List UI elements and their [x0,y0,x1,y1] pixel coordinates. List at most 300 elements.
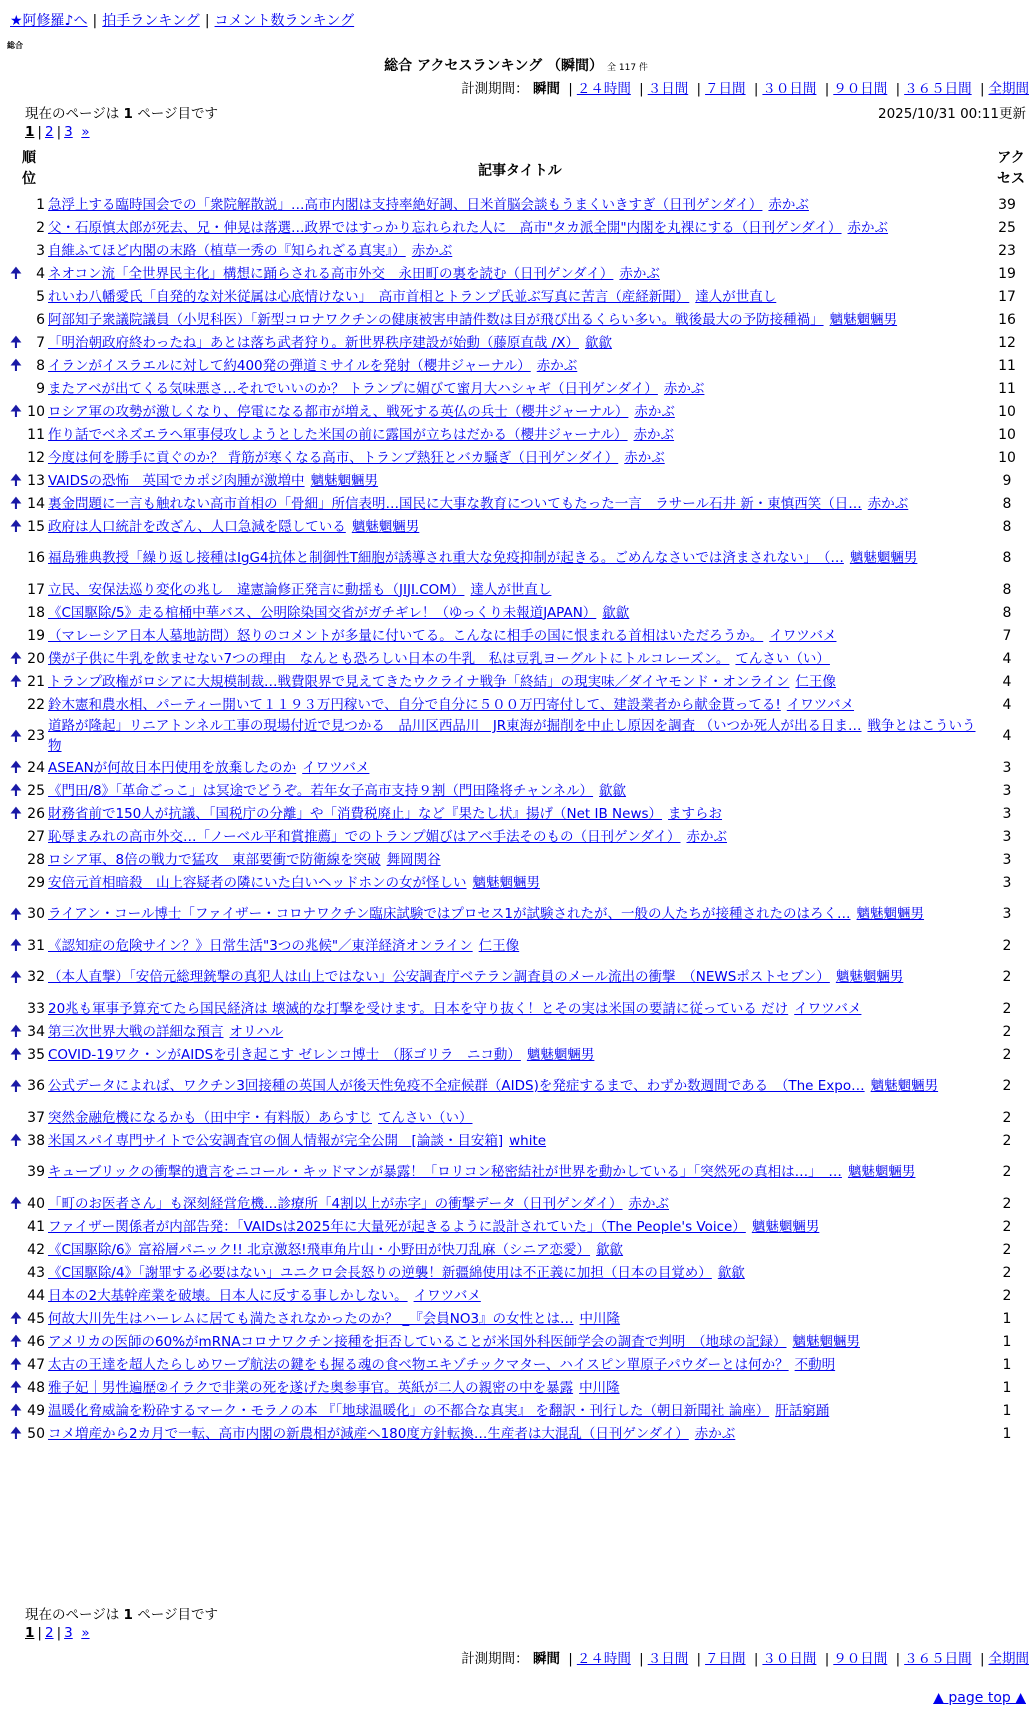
nav-separator: | [204,13,210,29]
access-count: 4 [1002,696,1012,713]
article-link[interactable] [48,450,665,466]
access-count: 7 [1002,627,1012,644]
article-link[interactable] [48,496,908,512]
article-cell [48,425,988,445]
article-title: 阿部知子衆議院議員（小児科医）「新型コロナワクチンの健康被害申請件数は目が飛び出るくらい多い。戦後最大の予防接種禍」 [48,311,824,328]
table-row [0,716,1032,756]
article-cell [48,1240,988,1260]
article-cell [48,1076,988,1096]
table-row [0,239,1032,262]
table-row [0,446,1032,469]
article-cell [48,758,988,778]
article-link[interactable] [48,1078,938,1094]
article-cell [48,1355,988,1375]
article-cell [48,1217,988,1237]
rank-number: 2 [36,219,45,236]
rank-number: 11 [27,426,45,443]
article-title: 突然金融危機になるかも（田中宇・有料版）あらすじ [48,1109,372,1126]
access-count: 1 [1002,1356,1012,1373]
rank-number: 14 [27,495,45,512]
table-row [0,1284,1032,1307]
article-author: 魑魅魍魎男 [310,472,379,489]
rank-number: 5 [36,288,45,305]
up-arrow-icon: 🠉 [9,471,23,489]
article-link[interactable] [48,312,897,328]
period-link-24h[interactable]: ２４時間 [576,1651,631,1667]
article-link[interactable] [48,519,419,535]
article-cell [48,1022,988,1042]
table-row [0,1422,1032,1445]
period-link-30d[interactable]: ３０日間 [762,1651,817,1667]
rank-number: 35 [27,1046,45,1063]
article-title: ロシア軍の攻勢が激しくなり、停電になる都市が増え、戦死する英仏の兵士（櫻井ジャーナル） [48,403,629,420]
article-title: 《認知症の危険サイン？》日常生活"3つの兆候"／東洋経済オンライン [48,937,473,954]
article-link[interactable] [48,404,675,420]
rank-number: 47 [27,1356,45,1373]
rank-number: 13 [27,472,45,489]
rank-number: 40 [27,1195,45,1212]
article-link[interactable] [48,220,888,236]
pager-next[interactable]: » [81,1625,90,1641]
article-link[interactable] [48,783,626,799]
article-link[interactable] [48,1024,283,1040]
article-cell [48,827,988,847]
rank-number: 31 [27,937,45,954]
article-cell [48,1332,988,1352]
article-author: 赤かぶ [619,265,660,282]
article-cell [48,517,988,537]
table-row [0,1399,1032,1422]
article-title: 《C国駆除/6》富裕層パニック!! 北京激怒!飛車角片山・小野田が快刀乱麻（シニア恋愛） [48,1241,591,1258]
article-title: 《C国駆除/4》「謝罪する必要はない」ユニクロ会長怒りの逆襲！新疆綿使用は不正義に加担（日本の目覚め） [48,1264,712,1281]
article-title: ASEANが何故日本円使用を放棄したのか [48,759,297,776]
article-title: 裏金問題に一言も触れない高市首相の「骨細」所信表明…国民に大事な教育についてもたった一言 ラサール石井 新・東慎西笑（日… [48,495,862,512]
access-count: 2 [1002,969,1012,985]
article-title: 恥辱まみれの高市外交…「ノーベル平和賞推薦」でのトランプ媚びはアベ手法そのもの（日刊ゲンダイ） [48,828,681,845]
page-info-suffix: ページ目です [137,1607,218,1623]
up-arrow-icon: 🠉 [9,1022,23,1040]
total-count: 全 117 件 [607,63,648,73]
article-title: ネオコン流「全世界民主化」構想に踊らされる高市外交 永田町の裏を読む（日刊ゲンダイ） [48,265,614,282]
article-author: 赤かぶ [411,242,453,259]
period-selector-bottom: 計測期間： 瞬間 | ２４時間 | ３日間 | ７日間 | ３０日間 | ９０日間 | ３６５日間 | 全期間 [461,1651,1029,1667]
article-author: 赤かぶ [768,196,809,213]
article-title: 《C国駆除/5》走る棺桶中華バス、公明除染国交省がガチギレ！（ゆっくり未報道JAPAN） [48,604,597,621]
article-link[interactable] [48,1047,594,1063]
article-cell [48,1378,988,1398]
article-author: 歙歙 [717,1264,745,1281]
article-cell [48,494,988,514]
rank-number: 41 [27,1218,45,1235]
period-link-7d[interactable]: ７日間 [705,81,746,97]
article-title: れいわ八幡愛氏「自発的な対米従属は心底情けない」 高市首相とトランプ氏並ぶ写真に苦言（産経新聞） [48,288,690,305]
article-link[interactable] [48,718,975,754]
article-author: イワツバメ [786,696,855,713]
article-cell [48,1424,988,1444]
article-title: 何故大川先生はハーレムに居ても満たされなかったのか？ _『会員NO3』の女性とは… [48,1310,574,1327]
table-row [0,285,1032,308]
article-cell [48,287,988,307]
pager-top: 1 | 2 | 3 » [25,124,90,140]
table-row [0,1066,1032,1106]
access-count: 9 [1002,472,1012,489]
article-cell [48,967,988,987]
updated-timestamp: 2025/10/31 00:11更新 [877,106,1026,122]
article-title: 急浮上する臨時国会での「衆院解散説」…高市内閣は支持率絶好調、日米首脳会談もうまくいきすぎ（日刊ゲンダイ） [48,196,763,213]
period-link-90d[interactable]: ９０日間 [833,1651,888,1667]
nav-separator: | [92,13,98,29]
up-arrow-icon: 🠉 [9,726,23,745]
article-author: 赤かぶ [628,1195,670,1212]
article-author: 魑魅魍魎男 [856,906,925,922]
access-count: 4 [1002,650,1012,667]
article-author: 赤かぶ [686,828,727,845]
article-author: 赤かぶ [847,219,889,236]
page-info-bottom [25,1603,218,1623]
access-count: 2 [1002,1078,1012,1094]
up-arrow-icon: 🠉 [9,649,23,667]
article-author: 中川隆 [579,1310,621,1327]
up-arrow-icon: 🠉 [9,1309,23,1327]
pager-next[interactable]: » [81,124,90,140]
article-author: イワツバメ [769,627,837,644]
period-link-365d[interactable]: ３６５日間 [904,1651,972,1667]
article-cell [48,936,988,956]
article-title: 作り話でベネズエラへ軍事侵攻しようとした米国の前に露国が立ちはだかる（櫻井ジャーナル） [48,426,628,443]
rank-number: 26 [27,805,45,822]
article-link[interactable] [48,1288,481,1304]
table-row [0,400,1032,423]
table-row [0,538,1032,578]
pager-current: 1 [25,124,35,140]
access-count: 2 [1002,1000,1012,1017]
article-title: 道路が隆起」リニアトンネル工事の現場付近で見つかる 品川区西品川 JR東海が掘削を中止し原因を調査 （いつか死人が出る日ま… [48,718,862,734]
article-author: 魑魅魍魎男 [751,1218,820,1235]
article-link[interactable] [48,1357,835,1373]
table-row [0,1330,1032,1353]
article-link[interactable] [48,906,924,922]
article-link[interactable] [48,289,776,305]
up-arrow-icon: 🠉 [9,1355,23,1373]
period-label: 計測期間： [461,81,529,97]
access-count: 8 [1002,495,1012,512]
article-cell [48,241,988,261]
rank-number: 28 [27,851,45,868]
access-count: 2 [1002,1046,1012,1063]
table-row [0,1215,1032,1238]
access-count: 2 [1002,1241,1012,1258]
comment-ranking-link[interactable]: コメント数ランキング [214,13,355,29]
article-link[interactable] [48,358,577,374]
article-link[interactable] [48,806,722,822]
article-author: 魑魅魍魎男 [835,969,904,985]
article-title: 福島雅典教授「繰り返し接種はIgG4抗体と制御性T細胞が誘導され重大な免疫抑制が起きる。ごめんなさいでは済まされない」 （… [48,550,844,566]
table-header [0,148,1032,194]
article-link[interactable] [48,243,452,259]
access-count: 8 [1002,581,1012,598]
article-link[interactable] [48,335,612,351]
article-author: 赤かぶ [867,495,909,512]
article-link[interactable] [48,1403,829,1419]
article-cell [48,716,988,756]
article-cell [48,333,988,353]
article-link[interactable] [48,1110,473,1126]
article-link[interactable] [48,1311,620,1327]
article-link[interactable] [48,674,836,690]
table-row [0,647,1032,670]
article-link[interactable] [48,697,854,713]
clap-ranking-link[interactable]: 拍手ランキング [102,13,200,29]
access-count: 25 [998,219,1016,236]
access-count: 1 [1002,1333,1012,1350]
period-link-7d[interactable]: ７日間 [705,1651,746,1667]
period-label: 計測期間： [461,1651,529,1667]
up-arrow-icon: 🠉 [9,904,23,923]
article-title: 《門田/8》「革命ごっこ」は冥途でどうぞ。若年女子高市支持９割（門田隆将チャンネル） [48,782,594,799]
access-count: 17 [998,288,1016,305]
pager-current: 1 [25,1625,35,1641]
article-link[interactable] [48,969,903,985]
rank-number: 1 [36,196,45,213]
access-count: 10 [998,403,1016,420]
table-row [0,848,1032,871]
article-author: 赤かぶ [536,357,578,374]
article-title: キューブリックの衝撃的遺言をニコール・キッドマンが暴露！「ロリコン秘密結社が世界を動かしている」「突然死の真相は…」 … [48,1164,842,1180]
article-title: アメリカの医師の60%がmRNAコロナワクチン接種を拒否していることが米国外科医師学会の調査で判明 （地球の記録） [48,1333,787,1350]
article-cell [48,695,988,715]
article-title: 財務省前で150人が抗議、「国税庁の分離」や「消費税廃止」など『果たし状』揚げ（Net IB News） [48,805,663,822]
table-row [0,1106,1032,1129]
article-link[interactable] [48,760,369,776]
article-title: 自維ふてほど内閣の末路（植草一秀の『知られざる真実』） [48,242,406,259]
article-cell [48,310,988,330]
article-link[interactable] [48,1380,620,1396]
up-arrow-icon: 🠉 [9,402,23,420]
article-cell [48,626,988,646]
access-count: 11 [998,357,1016,374]
period-link-all[interactable]: 全期間 [988,1651,1029,1667]
article-author: てんさい（い） [735,650,830,667]
up-arrow-icon: 🠉 [9,1424,23,1442]
article-cell [48,471,988,491]
article-link[interactable] [48,427,674,443]
article-link[interactable] [48,1133,546,1149]
table-row [0,1376,1032,1399]
article-author: 達人が世直し [695,288,777,305]
article-title: 政府は人口統計を改ざん、人口急減を隠している [48,518,346,535]
article-link[interactable] [48,651,830,667]
table-row [0,1020,1032,1043]
access-count: 2 [1002,1264,1012,1281]
pager-link-3[interactable]: 3 [64,1625,73,1641]
rank-number: 7 [36,334,45,351]
rank-number: 50 [27,1425,45,1442]
article-cell [48,672,988,692]
article-link[interactable] [48,852,441,868]
category-tag: 総合 [7,41,23,50]
article-author: 魑魅魍魎男 [847,1164,916,1180]
article-title: ファイザー関係者が内部告発：「VAIDsは2025年に大量死が起きるように設計されていた」（The People's Voice） [48,1218,746,1235]
pager-link-2[interactable]: 2 [44,124,54,140]
up-arrow-icon: 🠉 [9,1194,23,1212]
article-title: 安倍元首相暗殺 山上容疑者の隣にいた白いヘッドホンの女が怪しい [48,874,467,891]
article-title: 太古の王達を超人たらしめワープ航法の鍵をも握る魂の食べ物エキゾチックマター、ハイスピン單原子パウダーとは何か？ [48,1356,789,1373]
article-link[interactable] [48,628,836,644]
access-count: 39 [998,196,1016,213]
article-title: 「明治朝政府終わったね」あとは落ち武者狩り。新世界秩序建設が始動（藤原直哉 /X） [48,334,579,351]
access-count: 3 [1002,906,1012,922]
article-link[interactable] [48,1164,915,1180]
article-cell [48,1263,988,1283]
table-row [0,331,1032,354]
up-arrow-icon: 🠉 [9,494,23,512]
table-row [0,423,1032,446]
access-count: 1 [1002,1402,1012,1419]
article-author: 仁王像 [478,937,520,954]
article-link[interactable] [48,1242,623,1258]
article-link[interactable] [48,1265,745,1281]
article-author: ますらお [668,805,723,822]
header-title: 記事タイトル [478,163,562,179]
access-count: 3 [1002,782,1012,799]
article-title: 20兆も軍事予算充てたら国民経済は 壊滅的な打撃を受けます。日本を守り抜く！とその実は米国の要請に従っている だけ [48,1000,789,1017]
article-author: 不動明 [794,1356,836,1373]
table-row [0,492,1032,515]
rank-number: 21 [27,673,45,690]
article-cell [48,904,988,924]
article-author: 肝話窮踊 [775,1402,830,1419]
pager-link-2[interactable]: 2 [44,1625,54,1641]
article-author: 魑魅魍魎男 [792,1333,860,1350]
table-row [0,515,1032,538]
access-count: 2 [1002,1218,1012,1235]
article-author: 達人が世直し [470,581,552,598]
article-cell [48,218,988,238]
period-link-all[interactable]: 全期間 [988,81,1029,97]
article-title: 米国スパイ専門サイトで公安調査官の個人情報が完全公開 [論談・目安箱] [48,1132,504,1149]
access-count: 1 [1002,1310,1012,1327]
article-title: 立民、安保法巡り変化の兆し 違憲論修正発言に動揺も（JIJI.COM） [48,581,465,598]
rank-number: 16 [27,550,45,566]
up-arrow-icon: 🠉 [9,936,23,954]
article-link[interactable] [48,938,519,954]
access-count: 3 [1002,874,1012,891]
article-author: 歙歙 [599,782,627,799]
table-row [0,1307,1032,1330]
article-link[interactable] [48,1196,669,1212]
period-link-3d[interactable]: ３日間 [647,81,689,97]
up-arrow-icon: 🠉 [9,1401,23,1419]
page-top-link[interactable]: ▲ page top ▲ [933,1690,1026,1706]
rank-number: 15 [27,518,45,535]
article-title: 鈴木憲和農水相、パーティー開いて１１９３万円稼いで、自分で自分に５００万円寄付して、建設業者から献金貰ってる! [48,696,781,713]
article-author: 赤かぶ [663,380,705,397]
rank-number: 22 [27,696,45,713]
rank-number: 46 [27,1333,45,1350]
period-link-3d[interactable]: ３日間 [647,1651,689,1667]
period-link-90d[interactable]: ９０日間 [833,81,888,97]
article-link[interactable] [48,829,727,845]
access-count: 3 [1002,851,1012,868]
table-row [0,756,1032,779]
pager-link-3[interactable]: 3 [64,124,73,140]
access-count: 3 [1002,828,1012,845]
article-link[interactable] [48,381,704,397]
rank-number: 45 [27,1310,45,1327]
access-count: 2 [1002,937,1012,954]
up-arrow-icon: 🠉 [9,1131,23,1149]
rank-number: 33 [27,1000,45,1017]
rank-number: 29 [27,874,45,891]
table-row [0,693,1032,716]
article-link[interactable] [48,197,809,213]
article-link[interactable] [48,473,378,489]
article-author: イワツバメ [794,1000,862,1017]
article-link[interactable] [48,1426,735,1442]
article-title: 「町のお医者さん」も深刻経営危機…診療所「4割以上が赤字」の衝撃データ（日刊ゲンダイ） [48,1195,623,1212]
up-arrow-icon: 🠉 [9,672,23,690]
table-row [0,262,1032,285]
home-link[interactable]: ★阿修羅♪へ [10,13,88,29]
article-title: （本人直撃）「安倍元総理銃撃の真犯人は山上ではない」公安調査庁ベテラン調査員のメール流出の衝撃 （NEWSポストセブン） [48,969,830,985]
article-link[interactable] [48,875,540,891]
table-row [0,825,1032,848]
rank-number: 4 [36,265,45,282]
table-row [0,670,1032,693]
access-count: 1 [1002,1425,1012,1442]
article-link[interactable] [48,1001,861,1017]
page-info-suffix: ページ目です [137,106,218,122]
article-link[interactable] [48,550,917,566]
article-author: オリハル [229,1023,284,1040]
period-link-24h[interactable]: ２４時間 [576,81,631,97]
article-author: イワツバメ [302,759,370,776]
period-link-365d[interactable]: ３６５日間 [904,81,972,97]
table-row [0,934,1032,957]
period-link-30d[interactable]: ３０日間 [762,81,817,97]
article-cell [48,548,988,568]
article-cell [48,1286,988,1306]
table-row [0,1353,1032,1376]
ranking-list [0,193,1032,1445]
article-title: コメ増産から2カ月で一転、高市内閣の新農相が減産へ180度方針転換…生産者は大混乱（日刊ゲンダイ） [48,1425,689,1442]
pager-bottom: 1 | 2 | 3 » [25,1625,90,1641]
period-current: 瞬間 [532,1651,560,1667]
rank-number: 48 [27,1379,45,1396]
article-link[interactable] [48,605,629,621]
article-link[interactable] [48,1334,860,1350]
article-cell [48,1045,988,1065]
rank-number: 9 [36,380,45,397]
up-arrow-icon: 🠉 [9,356,23,374]
rank-number: 10 [27,403,45,420]
table-row [0,377,1032,400]
table-row [0,624,1032,647]
page-top-link-wrap [933,1690,1026,1706]
access-count: 8 [1002,550,1012,566]
table-row [0,308,1032,331]
up-arrow-icon: 🠉 [9,1045,23,1063]
table-row [0,354,1032,377]
article-link[interactable] [48,582,551,598]
article-author: 赤かぶ [694,1425,736,1442]
article-title: VAIDSの恐怖 英国でカポジ肉腫が激増中 [48,472,305,489]
article-link[interactable] [48,266,660,282]
up-arrow-icon: 🠉 [9,1332,23,1350]
article-link[interactable] [48,1219,819,1235]
table-row [0,1261,1032,1284]
table-row [0,957,1032,997]
